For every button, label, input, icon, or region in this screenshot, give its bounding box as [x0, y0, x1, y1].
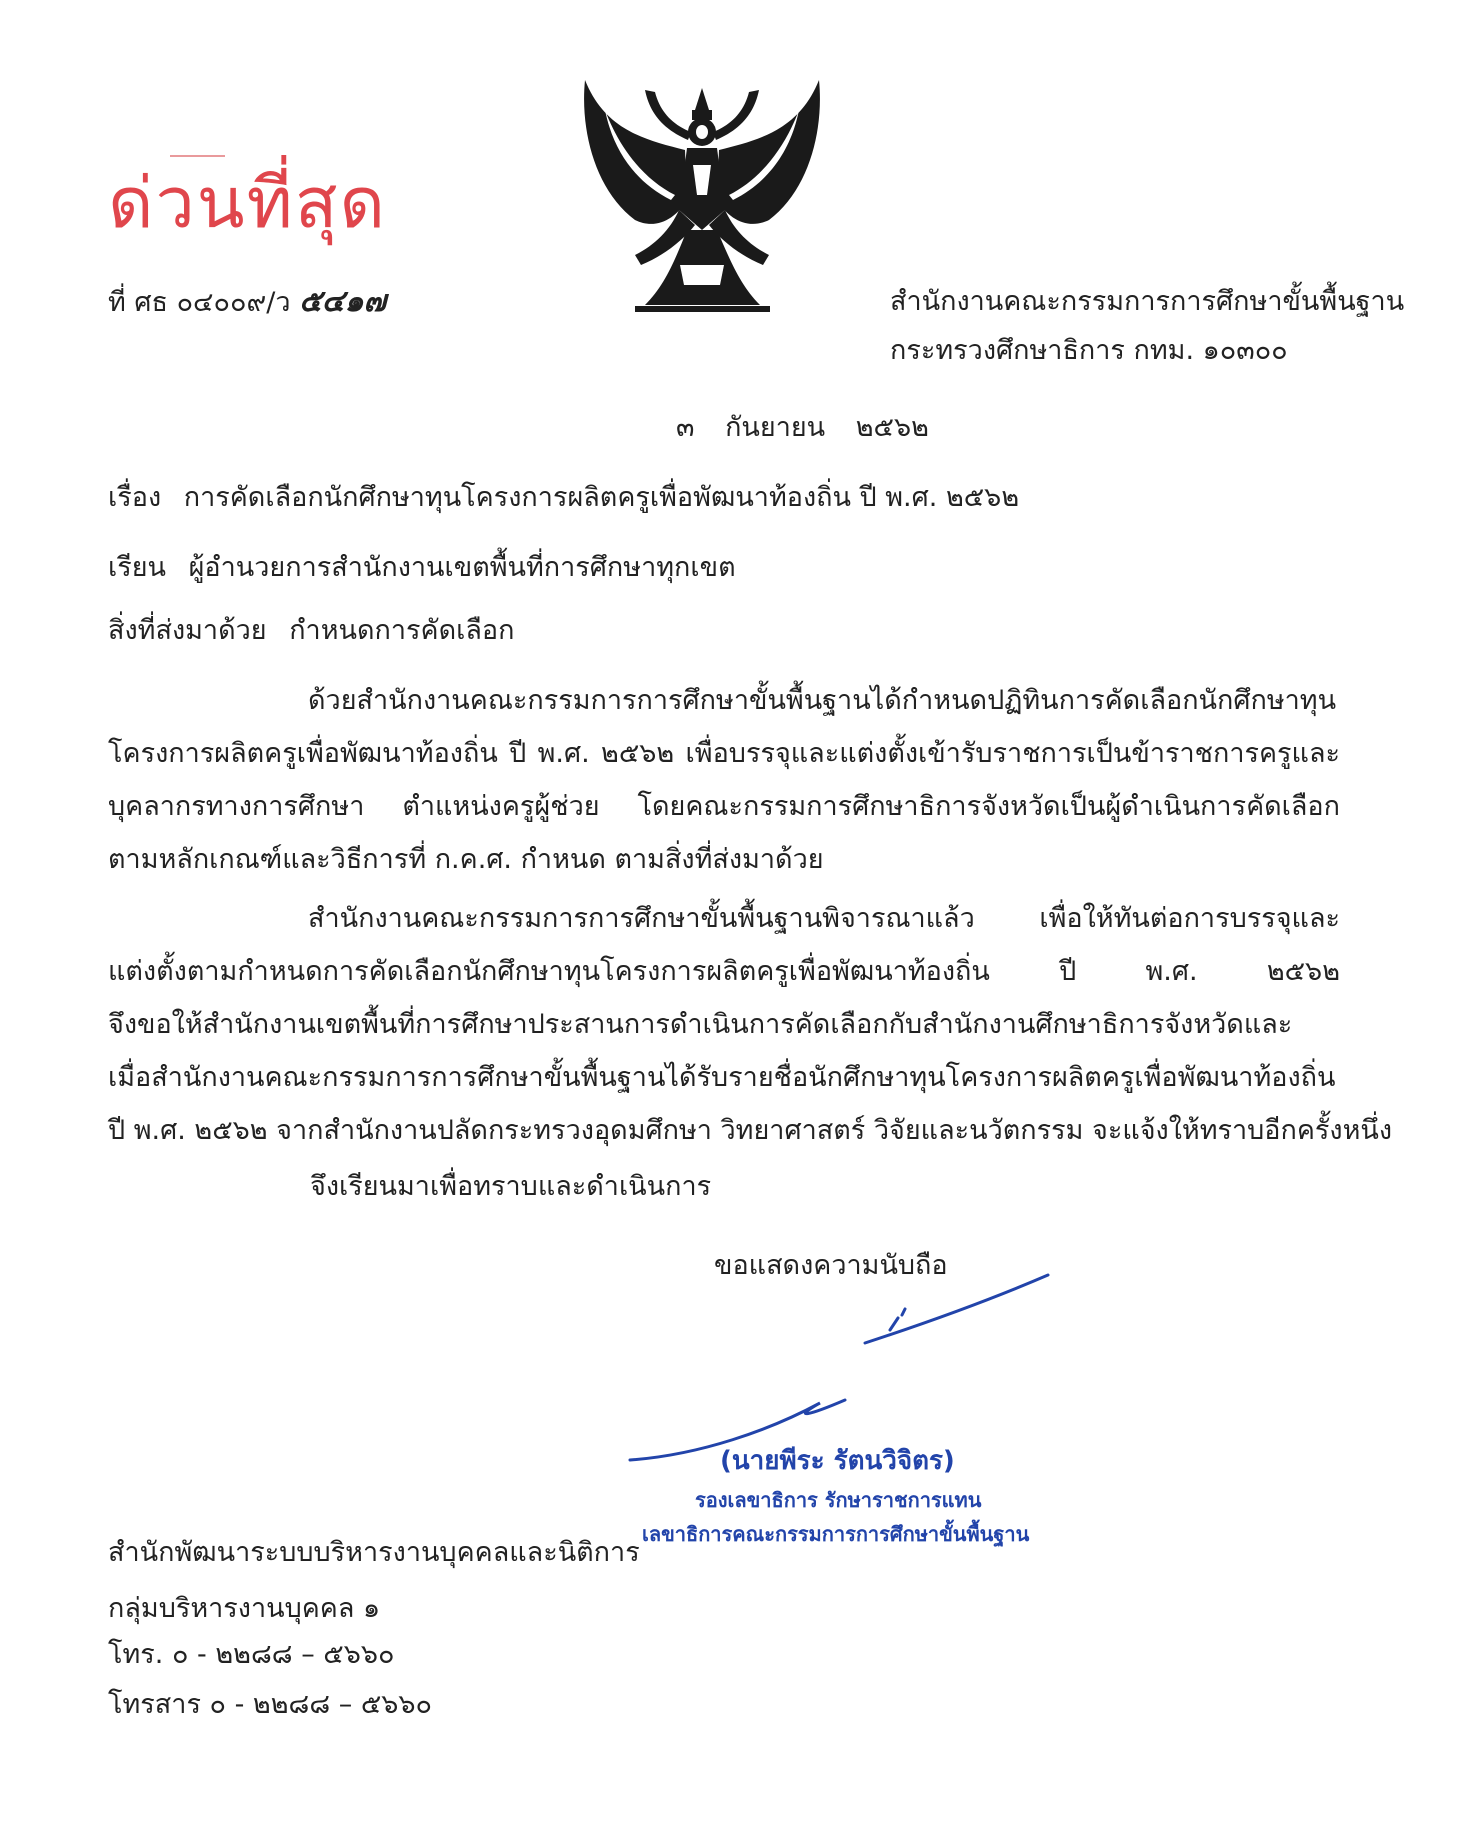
paragraph-line: โครงการผลิตครูเพื่อพัฒนาท้องถิ่น ปี พ.ศ. ๒๕๖๒ เพื่อบรรจุและแต่งตั้งเข้ารับราชการเป็นข้าราชการครูและ: [108, 738, 1340, 769]
closing-line: จึงเรียนมาเพื่อทราบและดำเนินการ: [310, 1171, 712, 1202]
recipient-line: [108, 548, 736, 588]
paragraph-line: บุคลากรทางการศึกษา ตำแหน่งครูผู้ช่วย โดยคณะกรรมการศึกษาธิการจังหวัดเป็นผู้ดำเนินการคัดเลือก: [108, 791, 1340, 822]
enclosure-text: กำหนดการคัดเลือก: [289, 615, 515, 646]
paragraph-line: แต่งตั้งตามกำหนดการคัดเลือกนักศึกษาทุนโครงการผลิตครูเพื่อพัฒนาท้องถิ่น ปี พ.ศ. ๒๕๖๒: [108, 956, 1340, 987]
paragraph-line: สำนักงานคณะกรรมการการศึกษาขั้นพื้นฐานพิจารณาแล้ว เพื่อให้ทันต่อการบรรจุและ: [308, 903, 1340, 934]
document-number: [108, 282, 386, 323]
body-paragraph-1: [108, 674, 1340, 886]
paragraph-line: ตามหลักเกณฑ์และวิธีการที่ ก.ค.ศ. กำหนด ตามสิ่งที่ส่งมาด้วย: [108, 844, 824, 875]
signatory-position-1: รองเลขาธิการ รักษาราชการแทน: [695, 1488, 982, 1512]
telephone: โทร. ๐ - ๒๒๘๘ – ๕๖๖๐: [108, 1639, 395, 1670]
issuing-office: สำนักพัฒนาระบบบริหารงานบุคคลและนิติการ: [108, 1537, 640, 1568]
date-day: ๓: [676, 412, 695, 443]
regards-line: ขอแสดงความนับถือ: [714, 1250, 948, 1281]
letter-date: [676, 408, 951, 448]
recipient-text: ผู้อำนวยการสำนักงานเขตพื้นที่การศึกษาทุกเขต: [188, 552, 736, 583]
paragraph-line: ด้วยสำนักงานคณะกรรมการการศึกษาขั้นพื้นฐานได้กำหนดปฏิทินการคัดเลือกนักศึกษาทุน: [308, 685, 1337, 716]
recipient-label: เรียน: [108, 552, 167, 583]
paragraph-line: ปี พ.ศ. ๒๕๖๒ จากสำนักงานปลัดกระทรวงอุดมศึกษา วิทยาศาสตร์ วิจัยและนวัตกรรม จะแจ้งให้ทราบอีกครั้งหนึ่ง: [108, 1115, 1393, 1146]
urgent-stamp-mark: [170, 155, 225, 157]
subject-label: เรื่อง: [108, 482, 162, 513]
signatory-name: (นายพีระ รัตนวิจิตร): [720, 1446, 955, 1476]
body-paragraph-2: [108, 892, 1393, 1157]
date-year: ๒๕๖๒: [855, 412, 929, 443]
subject-text: การคัดเลือกนักศึกษาทุนโครงการผลิตครูเพื่อพัฒนาท้องถิ่น ปี พ.ศ. ๒๕๖๒: [183, 482, 1020, 513]
agency-address: กระทรวงศึกษาธิการ กทม. ๑๐๓๐๐: [890, 335, 1288, 366]
document-number-prefix: ที่ ศธ ๐๔๐๐๙/ว: [108, 287, 291, 318]
signatory-position-2: เลขาธิการคณะกรรมการการศึกษาขั้นพื้นฐาน: [642, 1522, 1030, 1546]
paragraph-line: เมื่อสำนักงานคณะกรรมการการศึกษาขั้นพื้นฐานได้รับรายชื่อนักศึกษาทุนโครงการผลิตครูเพื่อพัฒนาท้องถิ่น: [108, 1062, 1336, 1093]
issuing-group: กลุ่มบริหารงานบุคคล ๑: [108, 1593, 381, 1624]
paragraph-line: จึงขอให้สำนักงานเขตพื้นที่การศึกษาประสานการดำเนินการคัดเลือกกับสำนักงานศึกษาธิการจังหวัดและ: [108, 1009, 1293, 1040]
document-number-value: ๕๔๑๗: [299, 284, 387, 319]
enclosure-label: สิ่งที่ส่งมาด้วย: [108, 615, 267, 646]
subject-line: [108, 478, 1019, 518]
agency-name: สำนักงานคณะกรรมการการศึกษาขั้นพื้นฐาน: [890, 286, 1405, 317]
enclosure-line: [108, 611, 514, 651]
garuda-emblem-icon: [575, 70, 830, 320]
urgency-stamp: ด่วนที่สุด: [108, 162, 387, 244]
date-month: กันยายน: [725, 412, 826, 443]
fax-number: โทรสาร ๐ - ๒๒๘๘ – ๕๖๖๐: [108, 1689, 433, 1720]
